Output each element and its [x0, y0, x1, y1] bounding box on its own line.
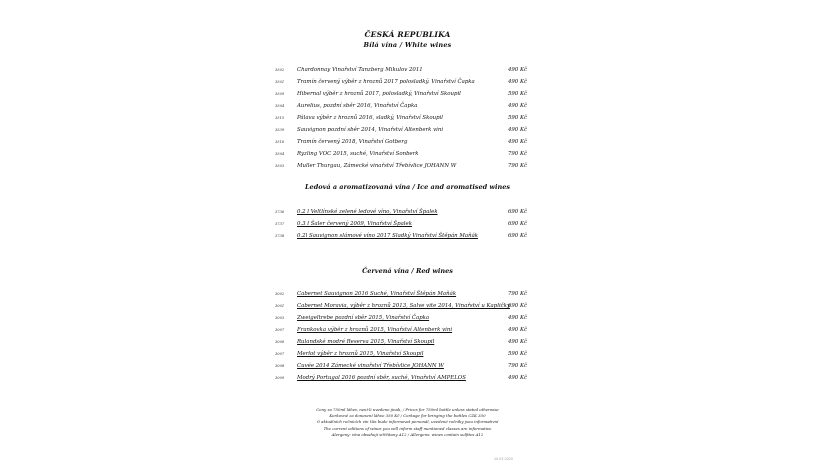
wine-name: Tramín červený výběr z hroznů 2017 polosladký. Vinařství Čapka — [297, 79, 475, 85]
wine-code: 3002 — [275, 292, 285, 296]
wine-price: 690 Kč — [507, 303, 527, 309]
wine-row — [0, 103, 815, 113]
wine-code: 3006 — [275, 340, 285, 344]
wine-row — [0, 363, 815, 373]
wine-price: 590 Kč — [507, 351, 527, 357]
footer-line: Ceny za 750ml láhev, není-li uvedeno jinak, / Prices for 750ml bottle unless stated otherwise — [316, 407, 499, 412]
wine-name: Aurelius, pozdní sběr 2016, Vinařství Čapka — [297, 103, 418, 109]
wine-price: 790 Kč — [507, 291, 527, 297]
wine-price: 790 Kč — [507, 151, 527, 157]
wine-code: 3001 — [275, 304, 285, 308]
white-wines-heading: Bílá vína / White wines — [363, 41, 452, 49]
wine-row — [0, 151, 815, 161]
wine-name: Zweigeltrebe pozdní sběr 2015, Vinařství Čapka — [297, 315, 430, 321]
wine-code: 3509 — [275, 92, 285, 96]
wine-code: 3009 — [275, 376, 285, 380]
wine-code: 3007 — [275, 352, 285, 356]
wine-price: 490 Kč — [507, 375, 527, 381]
wine-price: 590 Kč — [507, 91, 527, 97]
wine-price: 490 Kč — [507, 67, 527, 73]
wine-price: 490 Kč — [507, 103, 527, 109]
wine-row — [0, 91, 815, 101]
wine-name: Tramín červený 2018, Vinařství Gotberg — [297, 139, 408, 145]
country-title: ČESKÁ REPUBLIKA — [364, 30, 451, 39]
wine-name: Chardonnay Vinařství Tanzberg Mikulov 2011 — [297, 67, 423, 73]
wine-price: 490 Kč — [507, 139, 527, 145]
wine-price: 590 Kč — [507, 115, 527, 121]
wine-row — [0, 233, 815, 243]
footer-line: Alergeny: vína obsahují siřičitany A12 / Allergens: wines contain sulfites A12 — [331, 431, 484, 437]
wine-name: Sauvignon pozdní sběr 2014, Vinařství Altenberk vini — [297, 127, 444, 133]
wine-code: 3504 — [275, 104, 285, 108]
wine-code: 3003 — [275, 316, 285, 320]
wine-name: Modrý Portugal 2016 pozdní sběr, suché, Vinařství AMPELOS — [297, 375, 466, 381]
red-wines-heading: Červená vína / Red wines — [362, 267, 453, 275]
wine-name: Merlot výběr z hroznů 2015, Vinařství Skoupil — [297, 351, 424, 357]
wine-name: Muller Thurgau, Zámecké vinařství Třebívlice JOHANN W — [297, 163, 457, 169]
footer-line: O aktuálních ročnících vín Vás bude informovat personál, uvedené ročníky jsou informativní — [316, 419, 499, 425]
wine-code: 3501 — [275, 80, 285, 84]
wine-price: 690 Kč — [507, 209, 527, 215]
wine-price: 490 Kč — [507, 315, 527, 321]
wine-name: 0.2 l Veltlínské zelené ledové víno, Vinařství Špalek — [297, 209, 438, 215]
wine-code: 3738 — [275, 234, 285, 238]
wine-price: 690 Kč — [507, 233, 527, 239]
print-date: 20.01.2020 — [494, 457, 513, 461]
footer-line: The current editions of wines you will inform staff mentioned classes are informative — [323, 425, 492, 431]
wine-row — [0, 303, 815, 313]
wine-row — [0, 375, 815, 385]
wine-code: 3504 — [275, 152, 285, 156]
wine-price: 490 Kč — [507, 339, 527, 345]
ice-wines-heading: Ledová a aromatizovaná vína / Ice and aromatised wines — [304, 183, 510, 191]
wine-price: 690 Kč — [507, 221, 527, 227]
wine-price: 490 Kč — [507, 127, 527, 133]
wine-row — [0, 127, 815, 137]
footer-notes — [0, 407, 815, 438]
wine-code: 3007 — [275, 328, 285, 332]
wine-row — [0, 315, 815, 325]
wine-row — [0, 115, 815, 125]
wine-row — [0, 291, 815, 301]
wine-price: 790 Kč — [507, 363, 527, 369]
wine-row — [0, 67, 815, 77]
wine-name: Pálava výběr z hroznů 2016, sladký, Vinařství Skoupil — [297, 115, 443, 121]
wine-row — [0, 221, 815, 231]
wine-code: 3503 — [275, 164, 285, 168]
wine-code: 3515 — [275, 116, 285, 120]
wine-name: Cuvée 2014 Zámecké vinařství Třebívlice JOHANN W — [297, 363, 444, 369]
wine-code: 3736 — [275, 210, 285, 214]
footer-line: Korkovné za donesení láhve 350 Kč / Corkage for bringing the bottles CZK 350 — [329, 413, 486, 419]
wine-row — [0, 139, 815, 149]
wine-name: 0.2l Sauvignon slámové víno 2017 Sladký Vinařství Štěpán Maňák — [297, 233, 479, 239]
wine-code: 3502 — [275, 68, 285, 72]
wine-price: 490 Kč — [507, 327, 527, 333]
wine-price: 490 Kč — [507, 79, 527, 85]
wine-name: Rulandské modré Reserva 2015, Vinařství Skoupil — [297, 339, 435, 345]
wine-row — [0, 327, 815, 337]
wine-name: Cabernet Sauvignon 2016 Suché, Vinařství Štěpán Maňák — [297, 291, 457, 297]
wine-row — [0, 163, 815, 173]
wine-row — [0, 351, 815, 361]
wine-name: Ryzling VOC 2015, suché, Vinařství Sonberk — [297, 151, 419, 157]
wine-code: 3737 — [275, 222, 285, 226]
wine-code: 3008 — [275, 364, 285, 368]
wine-row — [0, 339, 815, 349]
wine-code: 3516 — [275, 140, 285, 144]
wine-price: 790 Kč — [507, 163, 527, 169]
wine-row — [0, 79, 815, 89]
wine-name: Cabernet Moravia, výběr z hroznů 2013, Salve vite 2014, Vinařství u Kapličky — [297, 303, 510, 309]
wine-name: 0.3 l Šaler červený 2009, Vinařství Špalek — [297, 221, 412, 227]
wine-row — [0, 209, 815, 219]
wine-name: Frankovka výběr z hroznů 2015, Vinařství Altenberk vini — [297, 327, 453, 333]
wine-name: Hibernal výběr z hroznů 2017, polosladký, Vinařství Skoupil — [297, 91, 461, 97]
wine-code: 3539 — [275, 128, 285, 132]
